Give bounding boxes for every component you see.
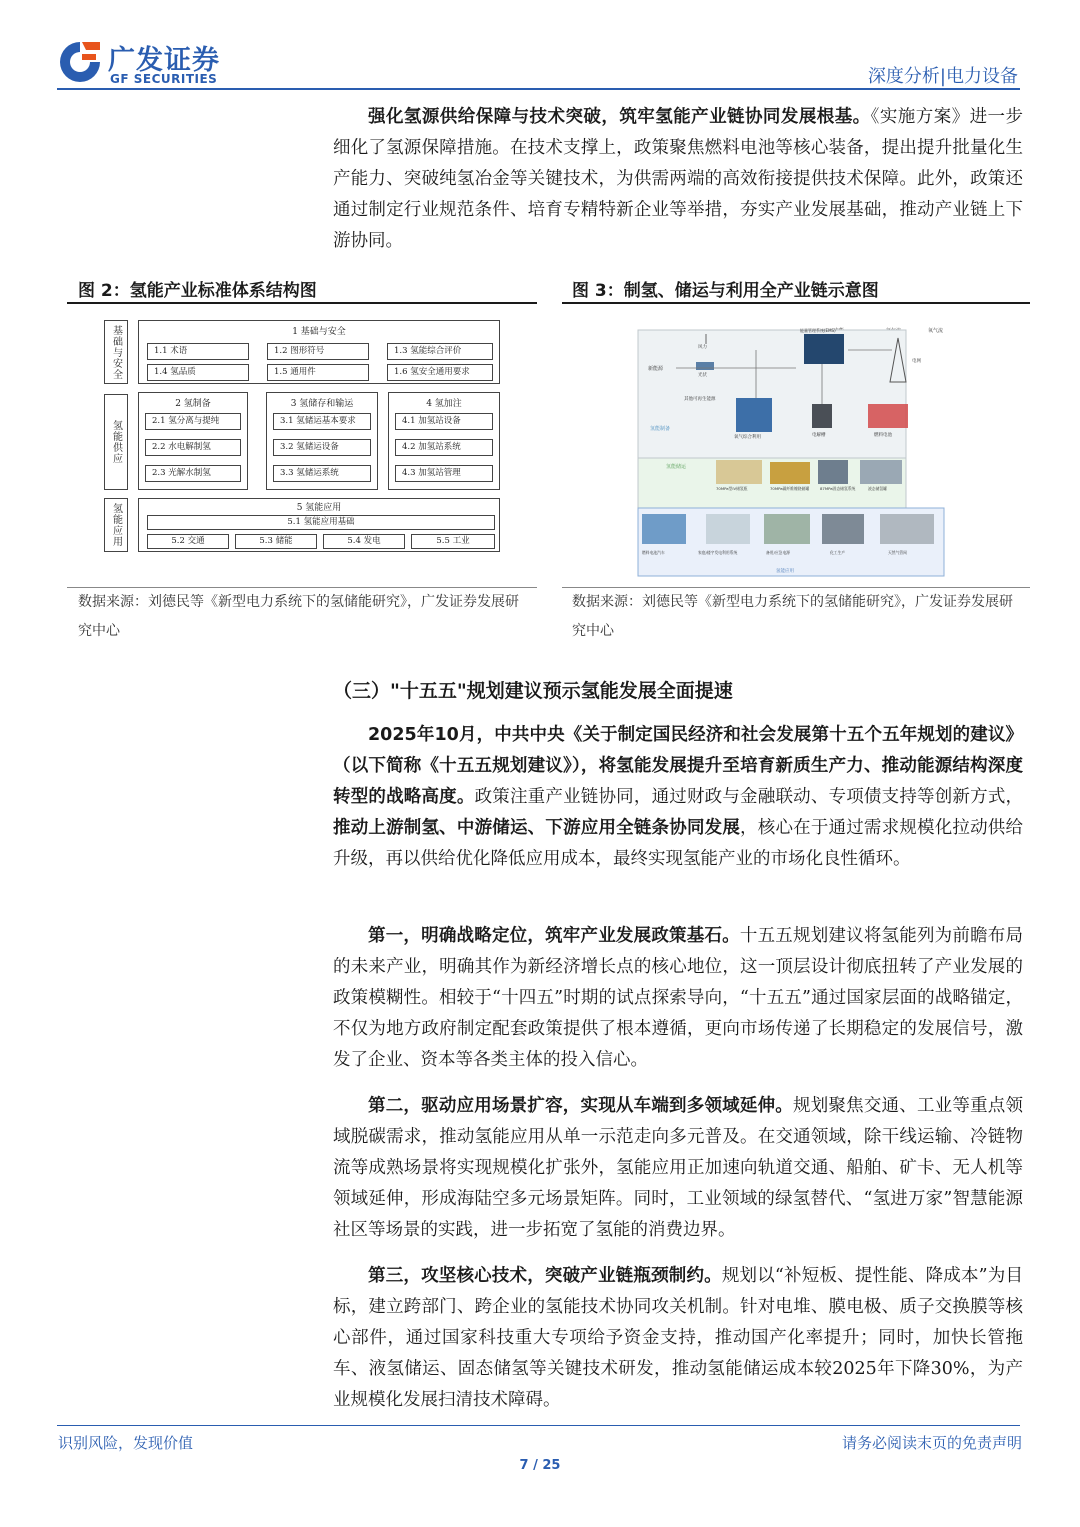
std-item: 1.6 氢安全通用要求 — [387, 364, 493, 381]
std-item: 4.3 加氢站管理 — [395, 465, 493, 482]
std-item: 4.2 加氢站系统 — [395, 439, 493, 456]
figure2-title: 图 2：氢能产业标准体系结构图 — [78, 281, 317, 301]
chemical-plant-icon — [822, 514, 864, 544]
solar-panel-icon — [696, 362, 714, 370]
production-region — [638, 330, 906, 458]
label-solar: 光伏 — [698, 373, 707, 378]
group-title: 1 基础与安全 — [292, 327, 346, 337]
label-fuel-cell: 燃料电池 — [874, 433, 892, 438]
p3-bold: 第二，驱动应用场景扩容，实现从车端到多领域延伸。 — [368, 1096, 793, 1116]
paragraph-2 — [333, 921, 1023, 1076]
std-item: 1.2 图形符号 — [267, 343, 369, 360]
footer-disclaimer: 请务必阅读末页的免责声明 — [841, 1434, 1022, 1452]
header-divider — [57, 88, 1020, 90]
figure3-title: 图 3：制氢、储运与利用全产业链示意图 — [572, 281, 879, 301]
region-label-production: 氢能制备 — [650, 426, 671, 432]
storage-tank-icon — [716, 460, 762, 484]
p1-bold2: 推动上游制氢、中游储运、下游应用全链条协同发展 — [333, 818, 741, 838]
paragraph-1 — [333, 720, 1023, 875]
paragraph-4 — [333, 1261, 1023, 1416]
gf-logo-icon — [56, 38, 104, 86]
label-storage-4: 液态储氢罐 — [868, 486, 887, 491]
figure2-source: 数据来源：刘德民等《新型电力系统下的氢储能研究》，广发证券发展研究中心 — [78, 594, 519, 639]
std-item: 5.2 交通 — [147, 534, 229, 549]
logo-text-cn: 广发证券 — [108, 45, 220, 76]
std-item: 3.2 氢储运设备 — [273, 439, 371, 456]
std-item: 2.3 光解水制氢 — [145, 465, 241, 482]
figure3-top-rule — [562, 302, 1030, 304]
footer-slogan: 识别风险，发现价值 — [58, 1434, 194, 1452]
building-icon — [706, 514, 750, 544]
std-item: 5.3 储能 — [235, 534, 317, 549]
gas-pipeline-icon — [880, 514, 934, 544]
storage-tank-icon — [818, 460, 848, 484]
legend-o2: 氧气流 — [928, 328, 944, 334]
intro-text: 《实施方案》进一步细化了氢源保障措施。在技术支撑上，政策聚焦燃料电池等核心装备，提出提升批量化生产能力、突破纯氢冶金等关键技术，为供需两端的高效衔接提供技术保障。此外，政策还通过制定行业规范条件、培育专精特新企业等举措，夯实产业发展基础，推动产业链上下游协同。 — [333, 107, 1024, 251]
std-item: 1.3 氢能综合评价 — [387, 343, 493, 360]
section-title: （三）"十五五"规划建议预示氢能发展全面提速 — [333, 680, 733, 702]
label-backup: 备用/应急电源 — [766, 550, 791, 555]
label-o2-use: 氧气综合利用 — [734, 435, 761, 440]
std-item: 3.1 氢储运基本要求 — [273, 413, 371, 430]
label-electrolyzer: 电解槽 — [812, 433, 826, 438]
region-label-storage: 氢能储运 — [666, 464, 687, 470]
std-item: 2.1 氢分离与提纯 — [145, 413, 241, 430]
report-category: 深度分析|电力设备 — [867, 66, 1018, 87]
group-title: 3 氢储存和输运 — [290, 399, 354, 409]
backup-power-icon — [764, 514, 810, 544]
label-storage-1: 70MPa型IV储氢瓶 — [716, 486, 748, 491]
battery-icon — [736, 398, 772, 432]
side-label-supply: 氢能供应 — [104, 394, 128, 490]
std-item: 5.5 工业 — [411, 534, 495, 549]
label-new-energy: 新能源 — [648, 366, 664, 372]
fuel-cell-icon — [868, 404, 908, 428]
std-item: 5.4 发电 — [323, 534, 405, 549]
group-title: 4 氢加注 — [426, 399, 462, 409]
side-label-app: 氢能应用 — [104, 498, 128, 552]
figure3-diagram — [636, 322, 960, 577]
intro-bold: 强化氢源供给保障与技术突破，筑牢氢能产业链协同发展根基。 — [368, 107, 871, 127]
group-title: 2 氢制备 — [175, 399, 211, 409]
std-item: 1.4 氢品质 — [147, 364, 249, 381]
group-title: 5 氢能应用 — [296, 503, 342, 513]
electrolyzer-icon — [812, 404, 832, 428]
group-basic-safety — [138, 320, 500, 384]
label-building: 家庭/楼宇发电利用系统 — [698, 550, 738, 555]
std-item: 2.2 水电解制氢 — [145, 439, 241, 456]
label-grid: 电网 — [912, 359, 921, 364]
p1-bold: 2025年10月，中共中央《关于制定国民经济和社会发展第十五个五年规划的建议》（以下简称《十五五规划建议》），将氢能发展提升至培育新质生产力、推动能源结构深度转型的战略高度。 — [333, 725, 1023, 807]
fcev-icon — [642, 514, 686, 544]
std-item: 1.5 通用件 — [267, 364, 369, 381]
group-h2-refuel — [388, 392, 500, 490]
logo-text-en: GF SECURITIES — [110, 72, 218, 86]
figure3-source: 数据来源：刘德民等《新型电力系统下的氢储能研究》，广发证券发展研究中心 — [572, 594, 1013, 639]
p4-text: 规划以“补短板、提性能、降成本”为目标，建立跨部门、跨企业的氢能技术协同攻关机制。针对电堆、膜电极、质子交换膜等核心部件，通过国家科技重大专项给予资金支持，推动国产化率提升；同时，加快长管拖车、液氢储运、固态储氢等关键技术研发，推动氢能储运成本较2025年下降30%，为产业规模化发展扫清技术障碍。 — [333, 1266, 1023, 1410]
std-item: 4.1 加氢站设备 — [395, 413, 493, 430]
figure2-diagram — [100, 318, 502, 554]
p1-text2: ，核心在于通过需求规模化拉动供给升级，再以供给优化降低应用成本，最终实现氢能产业的市场化良性循环。 — [333, 818, 1024, 869]
std-item: 3.3 氢储运系统 — [273, 465, 371, 482]
storage-tank-icon — [860, 460, 902, 484]
label-fcev: 燃料电池汽车 — [642, 550, 665, 555]
ems-icon — [804, 334, 844, 364]
p4-bold: 第三，攻坚核心技术，突破产业链瓶颈制约。 — [368, 1266, 722, 1286]
region-label-application: 氢能应用 — [776, 569, 794, 574]
side-label-basic: 基础与安全 — [104, 320, 128, 384]
footer-divider — [57, 1425, 1020, 1426]
label-other-renewable: 其他可再生能源 — [684, 397, 716, 402]
label-ems: 能量管理系统(EMS) — [800, 328, 836, 333]
intro-paragraph — [333, 102, 1023, 257]
group-h2-application — [138, 498, 500, 552]
label-storage-3: 87MPa固态储氢系统 — [820, 486, 856, 491]
label-wind: 风力 — [698, 345, 707, 350]
p3-text: 规划聚焦交通、工业等重点领域脱碳需求，推动氢能应用从单一示范走向多元普及。在交通领域，除干线运输、冷链物流等成熟场景将实现规模化扩张外，氢能应用正加速向轨道交通、船舶、矿卡、无人机等领域延伸，形成海陆空多元场景矩阵。同时，工业领域的绿氢替代、“氢进万家”智慧能源社区等场景的实践，进一步拓宽了氢能的消费边界。 — [333, 1096, 1023, 1240]
group-h2-storage — [266, 392, 378, 490]
p1-text: 政策注重产业链协同，通过财政与金融联动、专项债支持等创新方式， — [474, 787, 1024, 807]
storage-tank-icon — [770, 462, 810, 484]
std-item: 5.1 氢能应用基础 — [147, 515, 495, 530]
label-chemical: 化工生产 — [830, 550, 846, 555]
page-number: 7 / 25 — [519, 1458, 561, 1473]
p2-text: 十五五规划建议将氢能列为前瞻布局的未来产业，明确其作为新经济增长点的核心地位，这一顶层设计彻底扭转了产业发展的政策模糊性。相较于“十四五”时期的试点探索导向，“十五五”通过国家层面的战略锚定，不仅为地方政府制定配套政策提供了根本遵循，更向市场传递了长期稳定的发展信号，激发了企业、资本等各类主体的投入信心。 — [333, 926, 1023, 1070]
label-storage-2: 70MPa碳纤维缠绕储罐 — [770, 486, 810, 491]
group-h2-production — [138, 392, 248, 490]
paragraph-3 — [333, 1091, 1023, 1246]
std-item: 1.1 术语 — [147, 343, 249, 360]
label-gas-grid: 天然气管网 — [888, 550, 907, 555]
figure2-top-rule — [67, 302, 537, 304]
p2-bold: 第一，明确战略定位，筑牢产业发展政策基石。 — [368, 926, 740, 946]
